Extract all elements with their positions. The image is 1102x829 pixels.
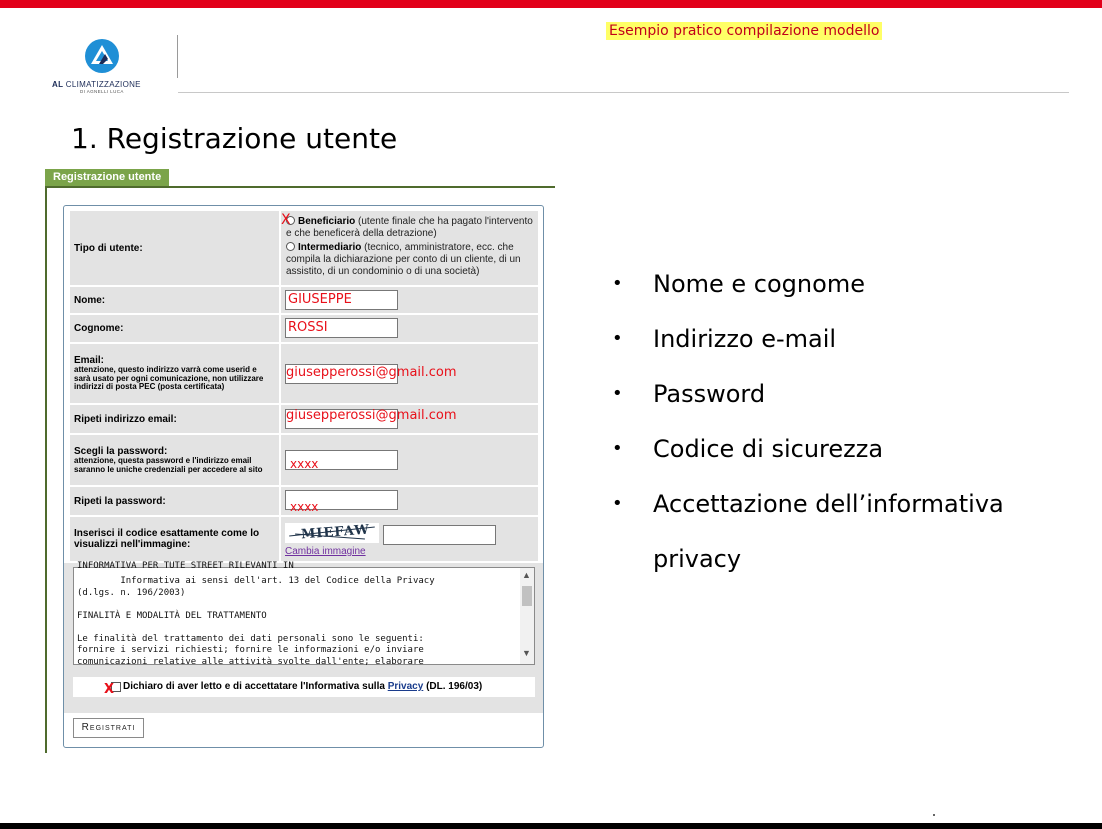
- bullet-icon: •: [612, 273, 623, 294]
- bullet-item: • Accettazione dell’informativa: [612, 490, 1004, 518]
- register-button[interactable]: Registrati: [73, 718, 144, 738]
- captcha-image: [285, 523, 379, 543]
- bullet-icon: •: [612, 383, 623, 404]
- example-note: Esempio pratico compilazione modello: [606, 22, 882, 40]
- password-repeat-label: Ripeti la password:: [70, 487, 279, 515]
- selection-x-mark: X: [281, 212, 291, 228]
- email-repeat-value: giusepperossi@gmail.com: [286, 408, 457, 423]
- logo-wordmark: AL CLIMATIZZAZIONE: [52, 80, 141, 89]
- company-logo: [50, 38, 160, 98]
- stray-dot: [933, 814, 935, 816]
- bullet-icon: •: [612, 438, 623, 459]
- logo-subtitle: DI AGNELLI LUCA: [80, 89, 124, 94]
- radio-intermediary[interactable]: Intermediario (tecnico, amministratore, ecc. che compila la dichiarazione per conto di un cliente, di un assistito, di un condominio o di una società): [286, 242, 521, 277]
- row-user-type: [70, 211, 538, 285]
- row-name: [70, 287, 538, 313]
- logo-icon: [84, 38, 120, 74]
- row-email-repeat: [70, 405, 538, 433]
- email-label: Email: attenzione, questo indirizzo varrà come userid e sarà usato per ogni comunicazione, non utilizzare indirizzi di posta PEC (posta certificata): [70, 344, 279, 403]
- row-surname: [70, 315, 538, 342]
- privacy-consent-label: Dichiaro di aver letto e di accettatare l'Informativa sulla Privacy (DL. 196/03): [123, 681, 483, 692]
- bullet-icon: •: [612, 328, 623, 349]
- password-note: attenzione, questa password e l'indirizzo email saranno le uniche credenziali per accedere al sito: [74, 455, 263, 474]
- requirements-list: [612, 268, 1072, 575]
- logo-divider: [177, 35, 178, 78]
- header-rule: [178, 92, 1069, 93]
- password-repeat-value: xxxx: [290, 500, 319, 514]
- user-type-label: Tipo di utente:: [70, 211, 279, 285]
- row-captcha: [70, 517, 538, 561]
- radio-button[interactable]: [286, 242, 295, 251]
- row-password: [70, 435, 538, 485]
- privacy-clipped-line: INFORMATIVA PER TUTE STREET RILEVANTI IN: [77, 561, 294, 571]
- radio-beneficiary[interactable]: Beneficiario (utente finale che ha pagato l'intervento e che beneficerà della detrazione): [286, 216, 533, 239]
- bullet-item: • Codice di sicurezza: [612, 435, 884, 463]
- captcha-code: MIEFAW: [300, 522, 371, 543]
- bullet-item: • Indirizzo e-mail: [612, 325, 837, 353]
- scroll-up-icon[interactable]: ▲: [522, 570, 531, 580]
- privacy-text: Informativa ai sensi dell'art. 13 del Codice della Privacy (d.lgs. n. 196/2003) FINALITÀ E MODALITÀ DEL TRATTAMENTO Le finalità del trattamento dei dati personali sono le seguenti: fornire i servizi richiesti; fornire le informazioni e/o inviare comunicazioni relative alle attività svolte dall'ente; elaborare: [77, 576, 435, 667]
- email-repeat-label: Ripeti indirizzo email:: [70, 405, 279, 433]
- row-email: [70, 344, 538, 403]
- email-value: giusepperossi@gmail.com: [286, 365, 457, 380]
- row-password-repeat: [70, 487, 538, 515]
- name-label: Nome:: [70, 287, 279, 313]
- privacy-consent-row: [73, 677, 535, 697]
- top-accent-bar: [0, 0, 1102, 8]
- password-label: Scegli la password: attenzione, questa password e l'indirizzo email saranno le uniche credenziali per accedere al sito: [70, 435, 279, 485]
- scrollbar-thumb[interactable]: [522, 586, 532, 606]
- surname-value: ROSSI: [288, 320, 328, 335]
- tab-side-border: [45, 186, 47, 753]
- privacy-textarea[interactable]: [73, 561, 535, 667]
- consent-x-mark: X: [104, 682, 115, 697]
- scroll-down-icon[interactable]: ▼: [522, 648, 531, 658]
- email-note: attenzione, questo indirizzo varrà come userid e sarà usato per ogni comunicazione, non utilizzare indirizzi di posta PEC (posta certificata): [74, 364, 264, 392]
- bottom-bar: [0, 823, 1102, 829]
- password-value: xxxx: [290, 457, 319, 471]
- bullet-icon: •: [612, 493, 623, 514]
- slide-title: 1. Registrazione utente: [71, 122, 398, 155]
- tab-underline: [45, 186, 555, 188]
- bullet-item: • Nome e cognome: [612, 270, 865, 298]
- form-tab[interactable]: Registrazione utente: [45, 169, 169, 187]
- registration-form: [63, 205, 544, 748]
- name-value: GIUSEPPE: [288, 292, 352, 307]
- bullet-item: • Password: [612, 380, 766, 408]
- captcha-label: Inserisci il codice esattamente come lo visualizzi nell'immagine:: [70, 517, 279, 561]
- bullet-item-continuation: privacy: [653, 545, 742, 573]
- change-image-link[interactable]: Cambia immagine: [285, 546, 366, 557]
- privacy-link[interactable]: Privacy: [387, 681, 424, 692]
- surname-label: Cognome:: [70, 315, 279, 342]
- captcha-input[interactable]: [383, 525, 496, 545]
- privacy-scrollbar[interactable]: [520, 568, 534, 664]
- user-type-options: [281, 211, 538, 285]
